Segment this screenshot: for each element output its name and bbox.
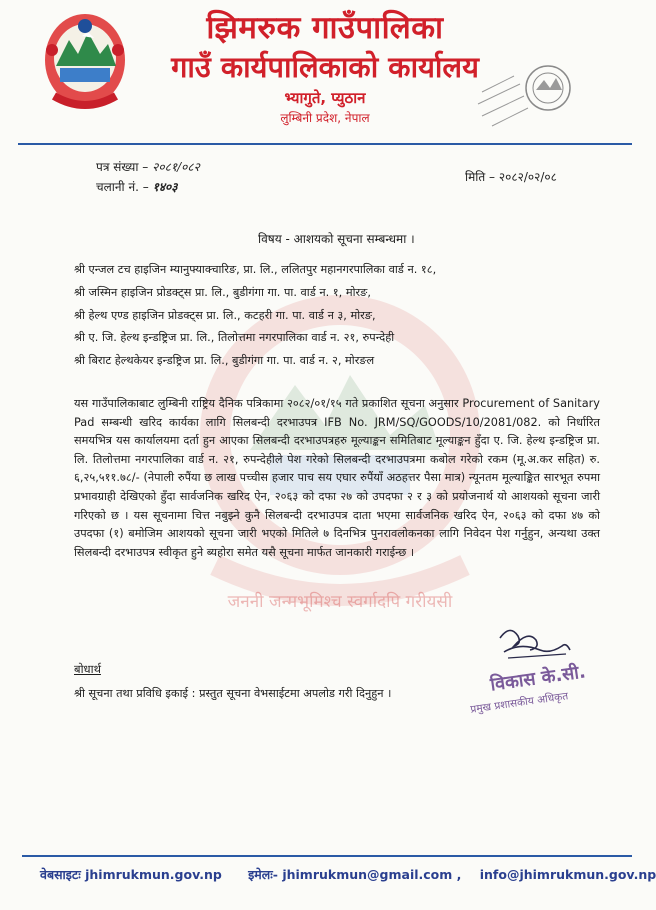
dispatch-number-value: १४०३ — [152, 180, 178, 194]
subject-line: विषय - आशयको सूचना सम्बन्धमा । — [258, 232, 415, 246]
email-link-primary[interactable]: jhimrukmun@gmail.com , — [282, 867, 462, 882]
municipality-name: झिमरुक गाउँपालिका — [206, 10, 444, 46]
office-address: भ्यागुते, प्युठान — [284, 89, 366, 107]
website-label: वेबसाइटः — [40, 867, 81, 882]
letter-number-label: पत्र संख्या – — [96, 160, 149, 174]
recipient-item: श्री हेल्थ एण्ड हाइजिन प्रोडक्ट्स प्रा. लि., कटहरी गा. पा. वार्ड न ३, मोरङ, — [74, 308, 376, 322]
recipient-item: श्री एन्जल टच हाइजिन म्यानुफ्याक्चारिङ, प्रा. लि., ललितपुर महानगरपालिका वार्ड न. १८, — [74, 263, 437, 276]
date-value: २०८२/०२/०८ — [498, 170, 557, 184]
email-label: इमेलः- — [248, 867, 278, 882]
dispatch-number-row — [96, 177, 178, 197]
bodhartha-title: बोधार्थ — [74, 662, 101, 676]
letter-number-value: २०८१/०८२ — [152, 160, 200, 174]
office-seal-icon — [462, 62, 580, 142]
bodhartha-line: श्री सूचना तथा प्रविधि इकाई : प्रस्तुत सूचना वेभसाईटमा अपलोड गरी दिनुहुन । — [74, 687, 392, 700]
date-label: मिति – — [465, 170, 496, 184]
watermark-motto: जननी जन्मभूमिश्च स्वर्गादपि गरीयसी — [227, 592, 453, 612]
recipient-item: श्री जस्मिन हाइजिन प्रोडक्ट्स प्रा. लि., बुडीगंगा गा. पा. वार्ड न. १, मोरङ, — [74, 285, 371, 299]
email-link-secondary[interactable]: info@jhimrukmun.gov.np — [479, 867, 656, 882]
footer-contact — [40, 866, 656, 883]
signature-block — [470, 620, 620, 740]
signatory-name: विकास के.सी. — [489, 661, 587, 696]
notice-body: यस गाउँपालिकाबाट लुम्बिनी राष्ट्रिय दैनिक पत्रिकामा २०८२/०१/१५ गते प्रकाशित सूचना अनुसार Procurement of Sanitary Pad सम्बन्धी खरिद कार्यका लागि सिलबन्दी दरभाउपत्र IFB No. JRM/SQ/GOODS/10/2081/082. को निर्धारित समयभित्र यस कार्यालयमा दर्ता हुन आएका सिलबन्दी दरभाउपत्रहरु मूल्याङ्कन समितिबाट मूल्याङ्कन हुँदा ए. जि. हेल्थ इन्डष्ट्रिज प्रा. लि. तिलोत्तमा नगरपालिका वार्ड न. २१, रुपन्देहीले पेश गरेको सिलबन्दी दरभाउपत्रमा कबोल गरेको रकम (मू.अ.कर सहित) रु. ६,२५,५११.७८/- (नेपाली रुपैंया छ लाख पच्चीस हजार पाच सय एघार रुपैंयाँ अठहत्तर पैसा मात्र) न्यूनतम मूल्याङ्कित सारभूत रुपमा प्रभावग्राही देखिएको हुँदा सार्वजनिक खरिद ऐन, २०६३ को दफा २७ को उपदफा २ र ३ को प्रयोजनार्थ यो आशयको सूचना जारी गरिएको छ । यस सूचनामा चित्त नबुझ्ने कुनै सिलबन्दी दरभाउपत्र दाता भएमा सार्वजनिक खरिद ऐन, २०६३ को दफा ४७ को उपदफा (१) बमोजिम आशयको सूचना जारी भएको मितिले ७ दिनभित्र पुनरावलोकनका लागि निवेदन पेश गर्नुहुन, अन्यथा उक्त सिलबन्दी दरभाउपत्र स्वीकृत हुने ब्यहोरा समेत यसै सूचना मार्फत जानकारी गराईन्छ । — [74, 397, 600, 559]
letter-number-row — [96, 157, 200, 177]
recipients-list — [74, 259, 594, 373]
date-row — [465, 167, 557, 187]
nepal-emblem-icon — [42, 10, 128, 114]
signatory-designation: प्रमुख प्रशासकीय अधिकृत — [469, 690, 569, 716]
recipient-item: श्री बिराट हेल्थकेयर इन्डष्ट्रिज प्रा. लि., बुडीगंगा गा. पा. वार्ड न. २, मोरङल — [74, 354, 375, 368]
website-link[interactable]: jhimrukmun.gov.np — [85, 867, 222, 882]
recipient-item: श्री ए. जि. हेल्थ इन्डष्ट्रिज प्रा. लि., तिलोत्तमा नगरपालिका वार्ड न. २१, रुपन्देही — [74, 331, 395, 345]
office-province: लुम्बिनी प्रदेश, नेपाल — [280, 111, 370, 125]
header-divider — [18, 143, 632, 145]
office-name: गाउँ कार्यपालिकाको कार्यालय — [171, 50, 479, 84]
footer-divider — [22, 855, 632, 857]
dispatch-number-label: चलानी नं. – — [96, 180, 149, 194]
